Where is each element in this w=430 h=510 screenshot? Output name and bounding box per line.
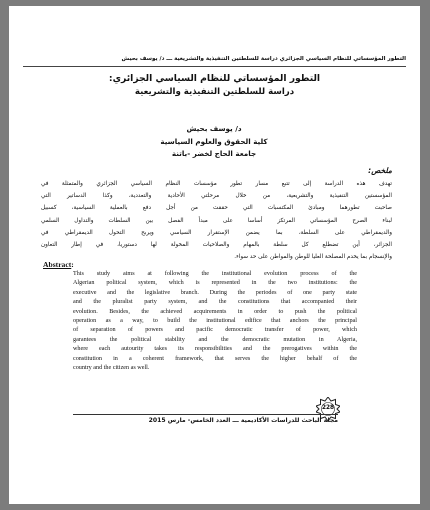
summary-heading: ملخص: [368,166,392,175]
abstract-line: and the pluralist party system, and the constitutions that accompanied their [73,299,357,306]
document-page [9,6,420,504]
abstract-heading [43,260,74,269]
summary-line: والديمقراطي على السلطة، بما يضمن الإستقرار السياسي ويربح التحول الديمقراطي في [41,229,392,236]
running-head: التطور المؤسساتي للنظام السياسي الجزائري دراسة للسلطتين التنفيذية والتشريعية ـــ د/ يوسف بحيش [121,56,406,62]
article-subtitle: دراسة للسلطتين التنفيذية والتشريعية [134,87,295,97]
summary-line: الجزائر، أين تضطلع كل سلطة بالمهام والصلاحيات المخولة لها دستوريا، في إطار التعاون [41,242,392,249]
author-faculty: كلية الحقوق والعلوم السياسية [160,136,268,146]
summary-line: صاحبت تطورهما ومبادئ المكتسبات التي حققت من أجل دفع بالعملية السياسية، كسبيل [41,205,392,212]
abstract-line: operation as a way, to build the institutional edifice that anchors the principal [73,318,357,325]
abstract-line: country and the citizen as well. [73,365,150,372]
abstract-line: This study aims at following the institutional evolution process of the [73,271,357,277]
author-block [109,123,319,161]
abstract-line: evolution. Besides, the achieved acquirements in order to push the political [73,308,357,315]
abstract-heading-colon: : [71,260,74,269]
summary-line: لبناء الصرح المؤسساتي المرتكز أساسا على مبدأ الفصل بين السلطات والتداول السلمي [41,217,392,224]
abstract-line: where each autourity takes its responsibilities and the prerogatives within the [73,346,357,353]
arabic-summary [41,178,392,263]
article-title: التطور المؤسساتي للنظام السياسي الجزائري: [108,73,321,84]
journal-footer: مجلة الباحث للدراسات الأكاديمية ـــ العدد الخامس- مارس 2015 [148,417,338,424]
summary-line: تهدف هذه الدراسة إلى تتبع مسار تطور مؤسسات النظام السياسي الجزائري والمتمثلة في [41,181,392,187]
summary-line: والإنسجام بما يخدم المصلحة العليا للوطن والمواطن على حد سواء. [234,254,392,261]
author-university: جامعة الحاج لخضر -باتنة [171,149,257,158]
abstract-line: executive and the legislative branch. During the periodes of one party state [73,289,357,296]
abstract-line: garantees the political stability and the democratic mutation in Algeria, [73,336,357,343]
summary-line: المؤسستين التنفيذية والتشريعية، من خلال مرحلتي الأحادية والتعددية، وكذا الدساتير التي [41,193,392,200]
abstract-line: of separation of powers and pacific democratic transfer of power, which [73,327,357,334]
header-divider [23,66,406,67]
page-number: 228 [321,405,335,411]
abstract-heading-text: Abstract [43,260,72,269]
abstract-line: constitution in a coherent framework, that serves the higher behalf of the [73,355,357,362]
english-abstract [73,270,357,373]
footer-divider [73,414,338,415]
abstract-line: Algerian political system, which is represented in the two institutions: the [73,280,357,287]
author-name: د/ يوسف بحيش [186,124,242,133]
